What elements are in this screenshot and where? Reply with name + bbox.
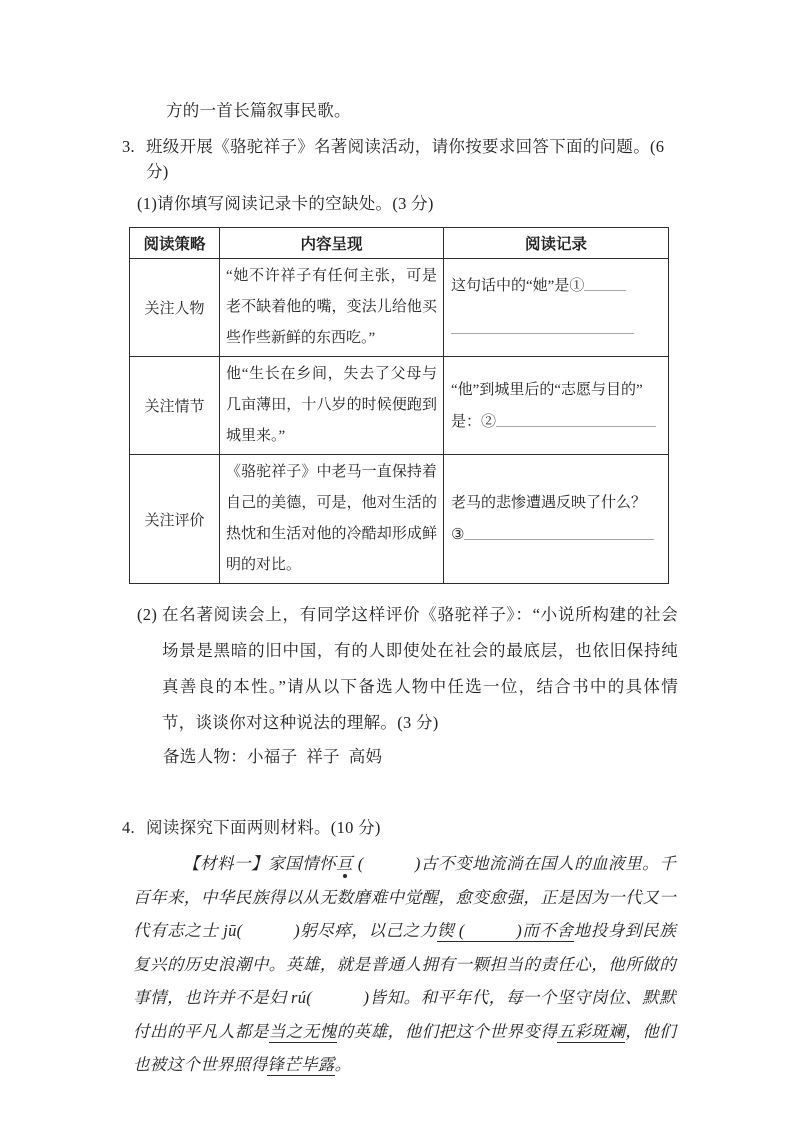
strategy-cell: 关注情节 xyxy=(130,357,220,455)
underlined-idiom-fengmangbilu: 锋芒毕露 xyxy=(267,1055,335,1074)
material-text: ( )古不变地流淌在国人的血液里。千百年来，中华民族得以从无数磨难中觉醒，愈变愈强，正是因为一代又一代有志之士 jū( )躬尽瘁，以己之力 xyxy=(133,854,676,940)
page-content xyxy=(122,0,678,1082)
material-1-label: 【材料一】 xyxy=(183,854,269,873)
header-cell-record: 阅读记录 xyxy=(444,228,669,259)
answer-blank-3 xyxy=(464,526,654,540)
reading-record-table xyxy=(129,227,669,584)
record-text: “他”到城里后的“志愿与目的” xyxy=(451,381,643,398)
intro-line: 方的一首长篇叙事民歌。 xyxy=(166,101,351,120)
question-3-stem: 班级开展《骆驼祥子》名著阅读活动，请你按要求回答下面的问题。(6 分) xyxy=(146,137,665,181)
record-cell xyxy=(444,259,669,357)
answer-blank-1b xyxy=(451,320,634,334)
record-text: 老马的悲惨遭遇反映了什么？ xyxy=(451,495,647,511)
table-row-evaluation xyxy=(130,455,669,584)
content-cell: “她不许祥子有任何主张，可是老不缺着他的嘴，变法儿给他买些作些新鲜的东西吃。” xyxy=(220,259,444,357)
header-cell-strategy: 阅读策略 xyxy=(130,228,220,259)
table-header-row xyxy=(130,228,669,259)
part2-number: (2) xyxy=(137,605,158,624)
material-1-paragraph xyxy=(133,847,676,1082)
question-3-part1 xyxy=(137,191,678,216)
record-text: ③ xyxy=(451,527,465,543)
question-4 xyxy=(122,815,678,840)
material-text: 家国情怀 xyxy=(268,854,337,873)
question-3-part2 xyxy=(137,597,678,741)
underlined-idiom-wucaibanlan: 五彩斑斓 xyxy=(557,1021,626,1041)
content-cell: 他“生长在乡间，失去了父母与几亩薄田，十八岁的时候便跑到城里来。” xyxy=(220,357,444,455)
question-4-number: 4. xyxy=(122,818,135,837)
material-text: ，他们也被这个世界照得 xyxy=(133,1021,677,1074)
record-cell xyxy=(444,357,669,455)
question-4-stem: 阅读探究下面两则材料。(10 分) xyxy=(146,818,381,837)
header-cell-content: 内容呈现 xyxy=(220,228,444,259)
material-text: 。 xyxy=(334,1055,352,1074)
material-text: 地投身到民族复兴的历史浪潮中。英雄，就是普通人拥有一颗担当的责任心，他所做的事情，也许并不是妇 rú( )皆知。和平年代，每一个坚守岗位、默默付出的平凡人都是 xyxy=(133,921,676,1041)
material-text: 的英雄，他们把这个世界变得 xyxy=(336,1021,558,1041)
table-row-plot xyxy=(130,357,669,455)
record-text: 这句话中的“她”是① xyxy=(451,278,585,294)
part2-text: 在名著阅读会上，有同学这样评价《骆驼祥子》：“小说所构建的社会场景是黑暗的旧中国，有的人即使处在社会的最底层，也依旧保持纯真善良的本性。”请从以下备选人物中任选一位，结合书中的具体情节，谈谈你对这种说法的理解。(3 分) xyxy=(162,605,678,732)
strategy-cell: 关注人物 xyxy=(130,259,220,357)
underlined-idiom-qie: 锲 ( )而不舍 xyxy=(437,921,574,940)
strategy-cell: 关注评价 xyxy=(130,455,220,584)
answer-blank-2 xyxy=(496,413,656,427)
underlined-idiom-dangzhiwukui: 当之无愧 xyxy=(268,1021,337,1041)
record-text: 是：② xyxy=(451,413,497,430)
question-3-number: 3. xyxy=(122,137,135,156)
answer-blank-1 xyxy=(584,277,626,291)
part1-text: 请你填写阅读记录卡的空缺处。(3 分) xyxy=(157,194,434,213)
table-row-character xyxy=(130,259,669,357)
question-3 xyxy=(122,134,678,184)
record-cell xyxy=(444,455,669,584)
emphasized-character: 亘 xyxy=(336,854,354,873)
content-cell: 《骆驼祥子》中老马一直保持着自己的美德，可是，他对生活的热忱和生活对他的冷酷却形成鲜明的对比。 xyxy=(220,455,444,584)
part1-number: (1) xyxy=(137,194,158,213)
candidate-characters: 备选人物：小福子 祥子 高妈 xyxy=(163,747,383,766)
